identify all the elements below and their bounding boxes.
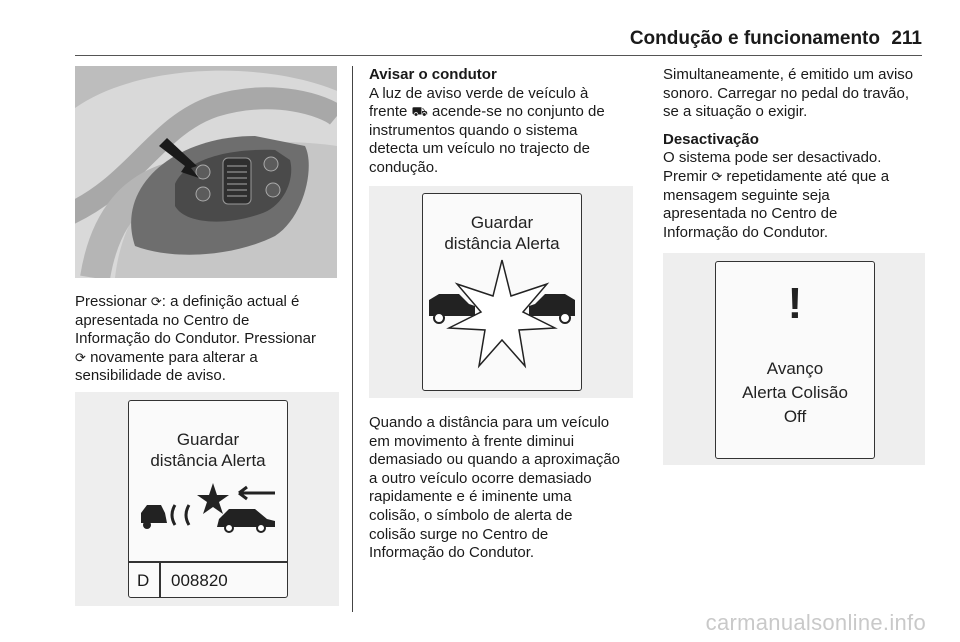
header-divider [75, 55, 922, 56]
display-divider-v [159, 561, 161, 597]
section-heading: Desactivação [663, 130, 759, 148]
steering-wheel-figure [75, 66, 337, 278]
watermark: carmanualsonline.info [705, 610, 926, 635]
col2-section: Avisar o condutor A luz de aviso verde de veículo à frente ⛟ acende-se no conjunto de instrumentos quando o sistema detecta um veículo no trajecto de condução. [369, 66, 639, 178]
collision-alert-icon [425, 254, 579, 374]
column-divider [352, 66, 353, 612]
page-number: 211 [891, 28, 922, 49]
display-figure-2 [369, 186, 633, 398]
display-line-2: distância Alerta [150, 451, 266, 470]
display-divider [129, 561, 287, 563]
section-heading: Avisar o condutor [369, 66, 497, 83]
drive-mode: D [137, 571, 150, 590]
display-line-2: Alerta Colisão [742, 383, 848, 402]
info-display-2 [422, 193, 582, 391]
steering-button-icon: ⟳ [75, 349, 86, 365]
display-line-1: Guardar [176, 430, 240, 449]
display-figure-3 [663, 253, 925, 465]
info-display-3 [715, 261, 875, 459]
steering-wheel-illustration [75, 66, 337, 278]
odometer: 008820 [171, 571, 228, 590]
section-title: Condução e funcionamento [629, 28, 880, 49]
display-line-1: Guardar [470, 213, 534, 232]
col3-section: Simultaneamente, é emitido um aviso sonoro. Carregar no pedal do travão, se a situação o exigir. Desactivação O sistema pode ser desactivado. Premir ⟳ repetidamente até que a mensagem seguinte seja apresentada no Centro de Informação do Condutor. [663, 66, 933, 242]
vehicle-ahead-icon [137, 483, 279, 533]
info-display-1 [128, 400, 288, 598]
display-figure-1 [75, 392, 339, 606]
steering-button-icon: ⟳ [711, 168, 723, 184]
warning-mark: ! [787, 279, 803, 328]
display-line-3: Off [783, 407, 807, 426]
display-line-1: Avanço [766, 359, 824, 378]
steering-button-icon: ⟳ [150, 294, 162, 309]
display-line-2: distância Alerta [444, 234, 560, 253]
col2-paragraph-2: Quando a distância para um veículo em movimento à frente diminui demasiado ou quando a aproximação a outro veículo ocorre demasiado rapidamente e é iminente uma colisão, o símbolo de alerta de colisão surge no Centro de Informação do Condutor. [369, 414, 621, 562]
col1-paragraph: Pressionar ⟳: a definição actual é apresentada no Centro de Informação do Condutor. Pressionar ⟳ novamente para alterar a sensibilidade de aviso. [75, 293, 316, 385]
car-front-icon: ⛟ [411, 104, 428, 120]
